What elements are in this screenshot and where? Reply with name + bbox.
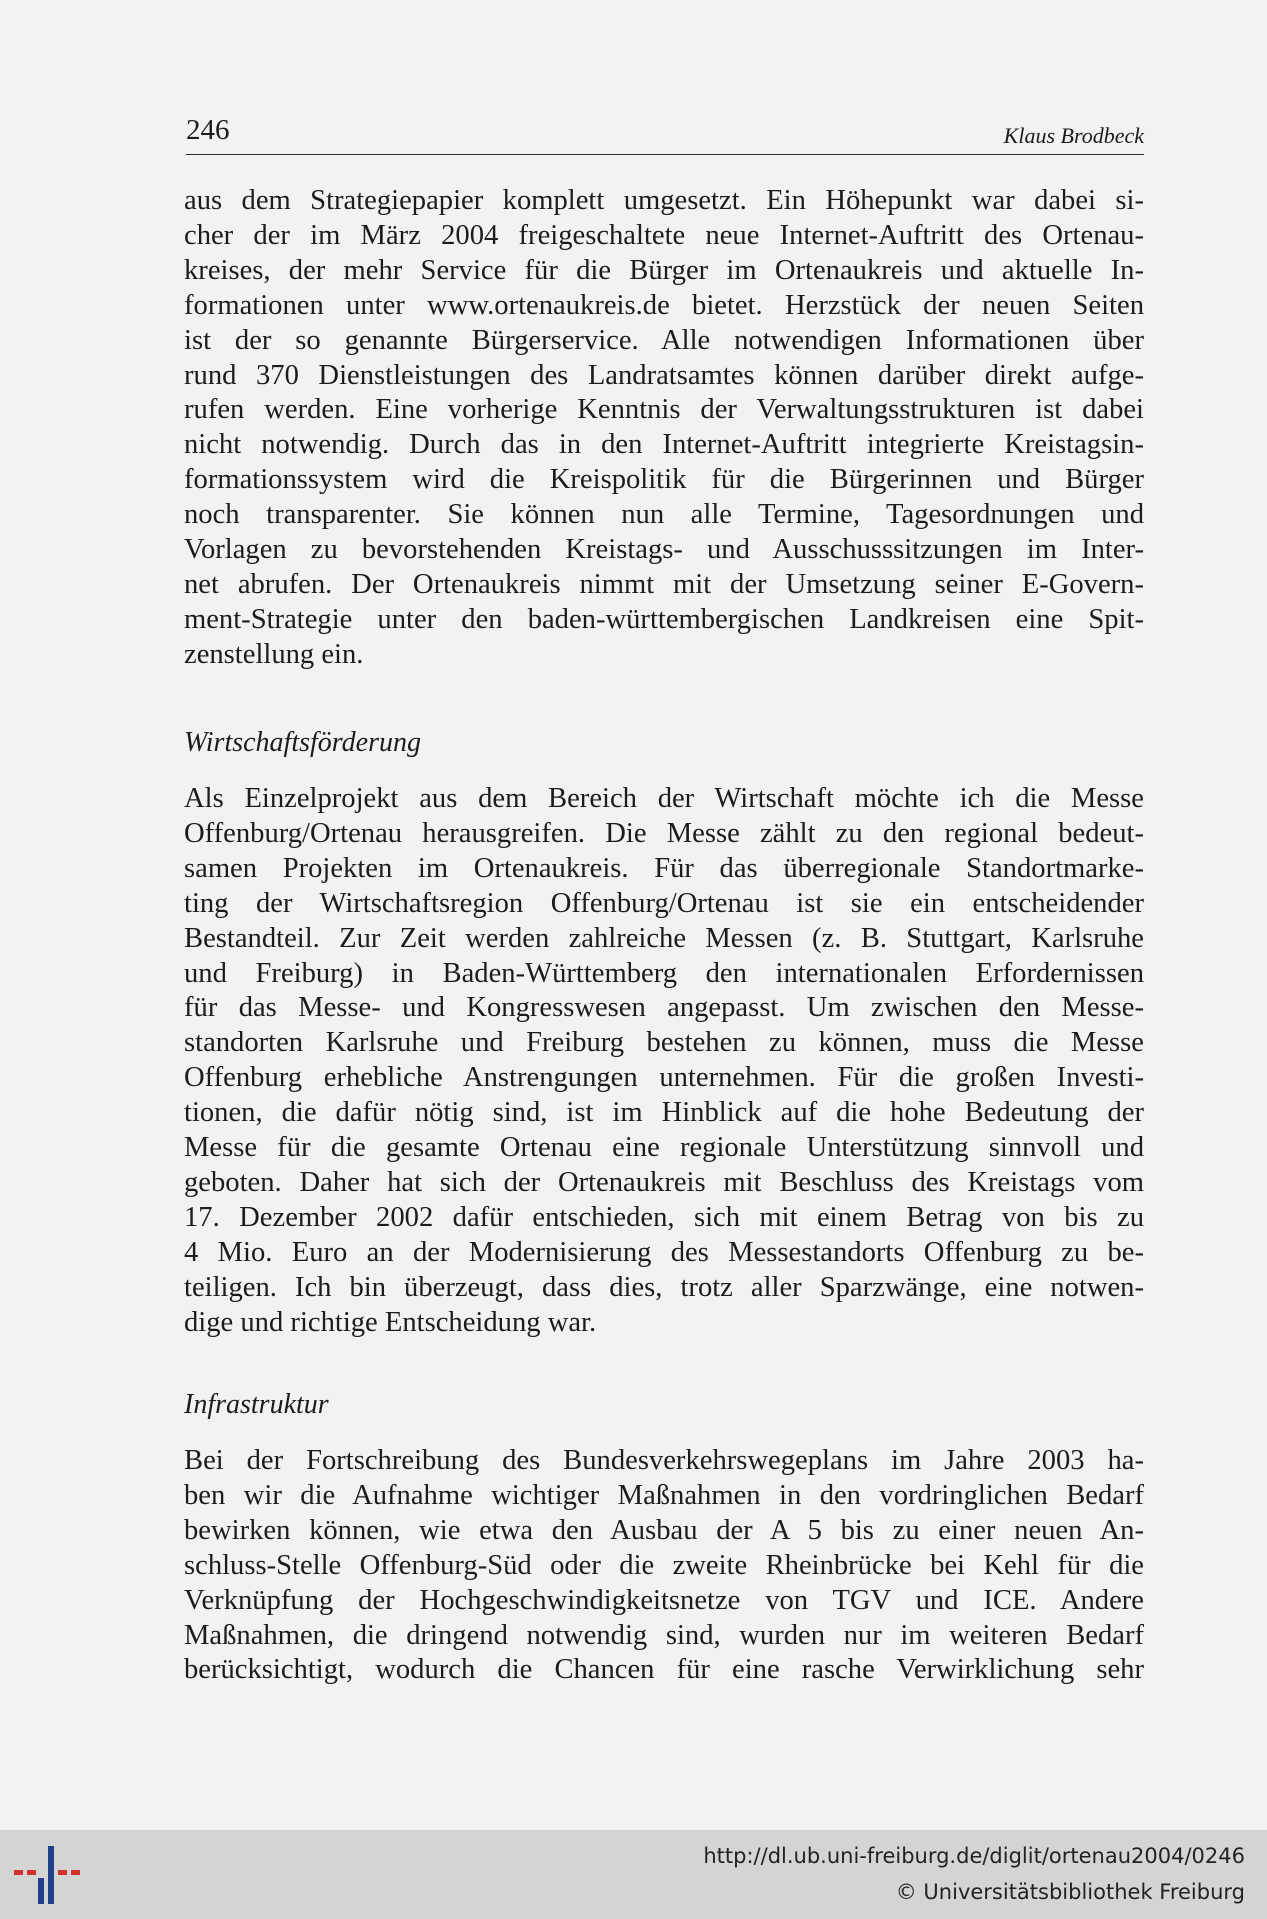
text-line: dige und richtige Entscheidung war. (184, 1306, 597, 1338)
text-line: noch transparenter. Sie können nun alle Termine, Tagesordnungen und (184, 499, 1144, 531)
text-line: tionen, die dafür nötig sind, ist im Hinblick auf die hohe Bedeutung der (184, 1097, 1144, 1129)
text-line: ting der Wirtschaftsregion Offenburg/Ortenau ist sie ein entscheidender (184, 887, 1144, 919)
paragraph-messe-offenburg (184, 782, 1144, 1341)
text-line: 17. Dezember 2002 dafür entschieden, sich mit einem Betrag von bis zu (184, 1201, 1144, 1233)
text-line: Verknüpfung der Hochgeschwindigkeitsnetze von TGV und ICE. Andere (184, 1584, 1144, 1616)
text-line: ben wir die Aufnahme wichtiger Maßnahmen in den vordringlichen Bedarf (184, 1479, 1144, 1511)
text-line: rufen werden. Eine vorherige Kenntnis der Verwaltungsstrukturen ist dabei (184, 394, 1144, 426)
text-line: Bestandteil. Zur Zeit werden zahlreiche Messen (z. B. Stuttgart, Karlsruhe (184, 922, 1144, 954)
paragraph-e-government (184, 184, 1144, 673)
text-line: teiligen. Ich bin überzeugt, dass dies, trotz aller Sparzwänge, eine notwen- (184, 1271, 1144, 1303)
text-line: Offenburg erhebliche Anstrengungen unternehmen. Für die großen Investi- (184, 1062, 1144, 1094)
text-line: net abrufen. Der Ortenaukreis nimmt mit der Umsetzung seiner E-Govern- (184, 568, 1144, 600)
text-line: und Freiburg) in Baden-Württemberg den internationalen Erfordernissen (184, 957, 1144, 989)
section-heading-infrastruktur: Infrastruktur (184, 1389, 329, 1420)
ub-freiburg-logo-icon (14, 1844, 82, 1906)
section-heading-wirtschaftsfoerderung: Wirtschaftsförderung (184, 727, 421, 758)
copyright-notice: © Universitätsbibliothek Freiburg (895, 1880, 1245, 1904)
text-line: Vorlagen zu bevorstehenden Kreistags- und Ausschusssitzungen im Inter- (184, 534, 1144, 566)
text-line: ment-Strategie unter den baden-württembergischen Landkreisen eine Spit- (184, 603, 1144, 635)
text-line: zenstellung ein. (184, 638, 364, 670)
text-line: Messe für die gesamte Ortenau eine regionale Unterstützung sinnvoll und (184, 1132, 1144, 1164)
text-line: Offenburg/Ortenau herausgreifen. Die Messe zählt zu den regional bedeut- (184, 817, 1144, 849)
text-line: Bei der Fortschreibung des Bundesverkehrswegeplans im Jahre 2003 ha- (184, 1445, 1144, 1476)
text-line: rund 370 Dienstleistungen des Landratsamtes können darüber direkt aufge- (184, 359, 1144, 391)
text-line: standorten Karlsruhe und Freiburg bestehen zu können, muss die Messe (184, 1027, 1144, 1059)
text-line: nicht notwendig. Durch das in den Internet-Auftritt integrierte Kreistagsin- (184, 429, 1144, 461)
text-line: cher der im März 2004 freigeschaltete neue Internet-Auftritt des Ortenau- (184, 219, 1144, 251)
running-head (186, 112, 1144, 155)
text-line: 4 Mio. Euro an der Modernisierung des Messestandorts Offenburg zu be- (184, 1236, 1144, 1268)
text-line: Maßnahmen, die dringend notwendig sind, wurden nur im weiteren Bedarf (184, 1619, 1144, 1651)
digitization-footer (0, 1830, 1267, 1919)
text-line: Als Einzelprojekt aus dem Bereich der Wirtschaft möchte ich die Messe (184, 783, 1144, 814)
text-line: bewirken können, wie etwa den Ausbau der A 5 bis zu einer neuen An- (184, 1514, 1144, 1546)
text-line: berücksichtigt, wodurch die Chancen für eine rasche Verwirklichung sehr (184, 1654, 1144, 1686)
text-line: kreises, der mehr Service für die Bürger im Ortenaukreis und aktuelle In- (184, 254, 1144, 286)
paragraph-bundesverkehrswegeplan (184, 1444, 1144, 1688)
running-head-author: Klaus Brodbeck (1003, 123, 1144, 148)
text-line: samen Projekten im Ortenaukreis. Für das überregionale Standortmarke- (184, 852, 1144, 884)
text-line: schluss-Stelle Offenburg-Süd oder die zweite Rheinbrücke bei Kehl für die (184, 1549, 1144, 1581)
text-line: für das Messe- und Kongresswesen angepasst. Um zwischen den Messe- (184, 992, 1144, 1024)
text-line: geboten. Daher hat sich der Ortenaukreis mit Beschluss des Kreistags vom (184, 1166, 1144, 1198)
text-line: formationen unter www.ortenaukreis.de bietet. Herzstück der neuen Seiten (184, 289, 1144, 321)
page-number: 246 (186, 114, 230, 146)
text-line: formationssystem wird die Kreispolitik für die Bürgerinnen und Bürger (184, 464, 1144, 496)
text-line: aus dem Strategiepapier komplett umgesetzt. Ein Höhepunkt war dabei si- (184, 185, 1144, 216)
permalink-url-link[interactable]: http://dl.ub.uni-freiburg.de/diglit/ortenau2004/0246 (703, 1844, 1245, 1868)
text-line: ist der so genannte Bürgerservice. Alle notwendigen Informationen über (184, 324, 1144, 356)
